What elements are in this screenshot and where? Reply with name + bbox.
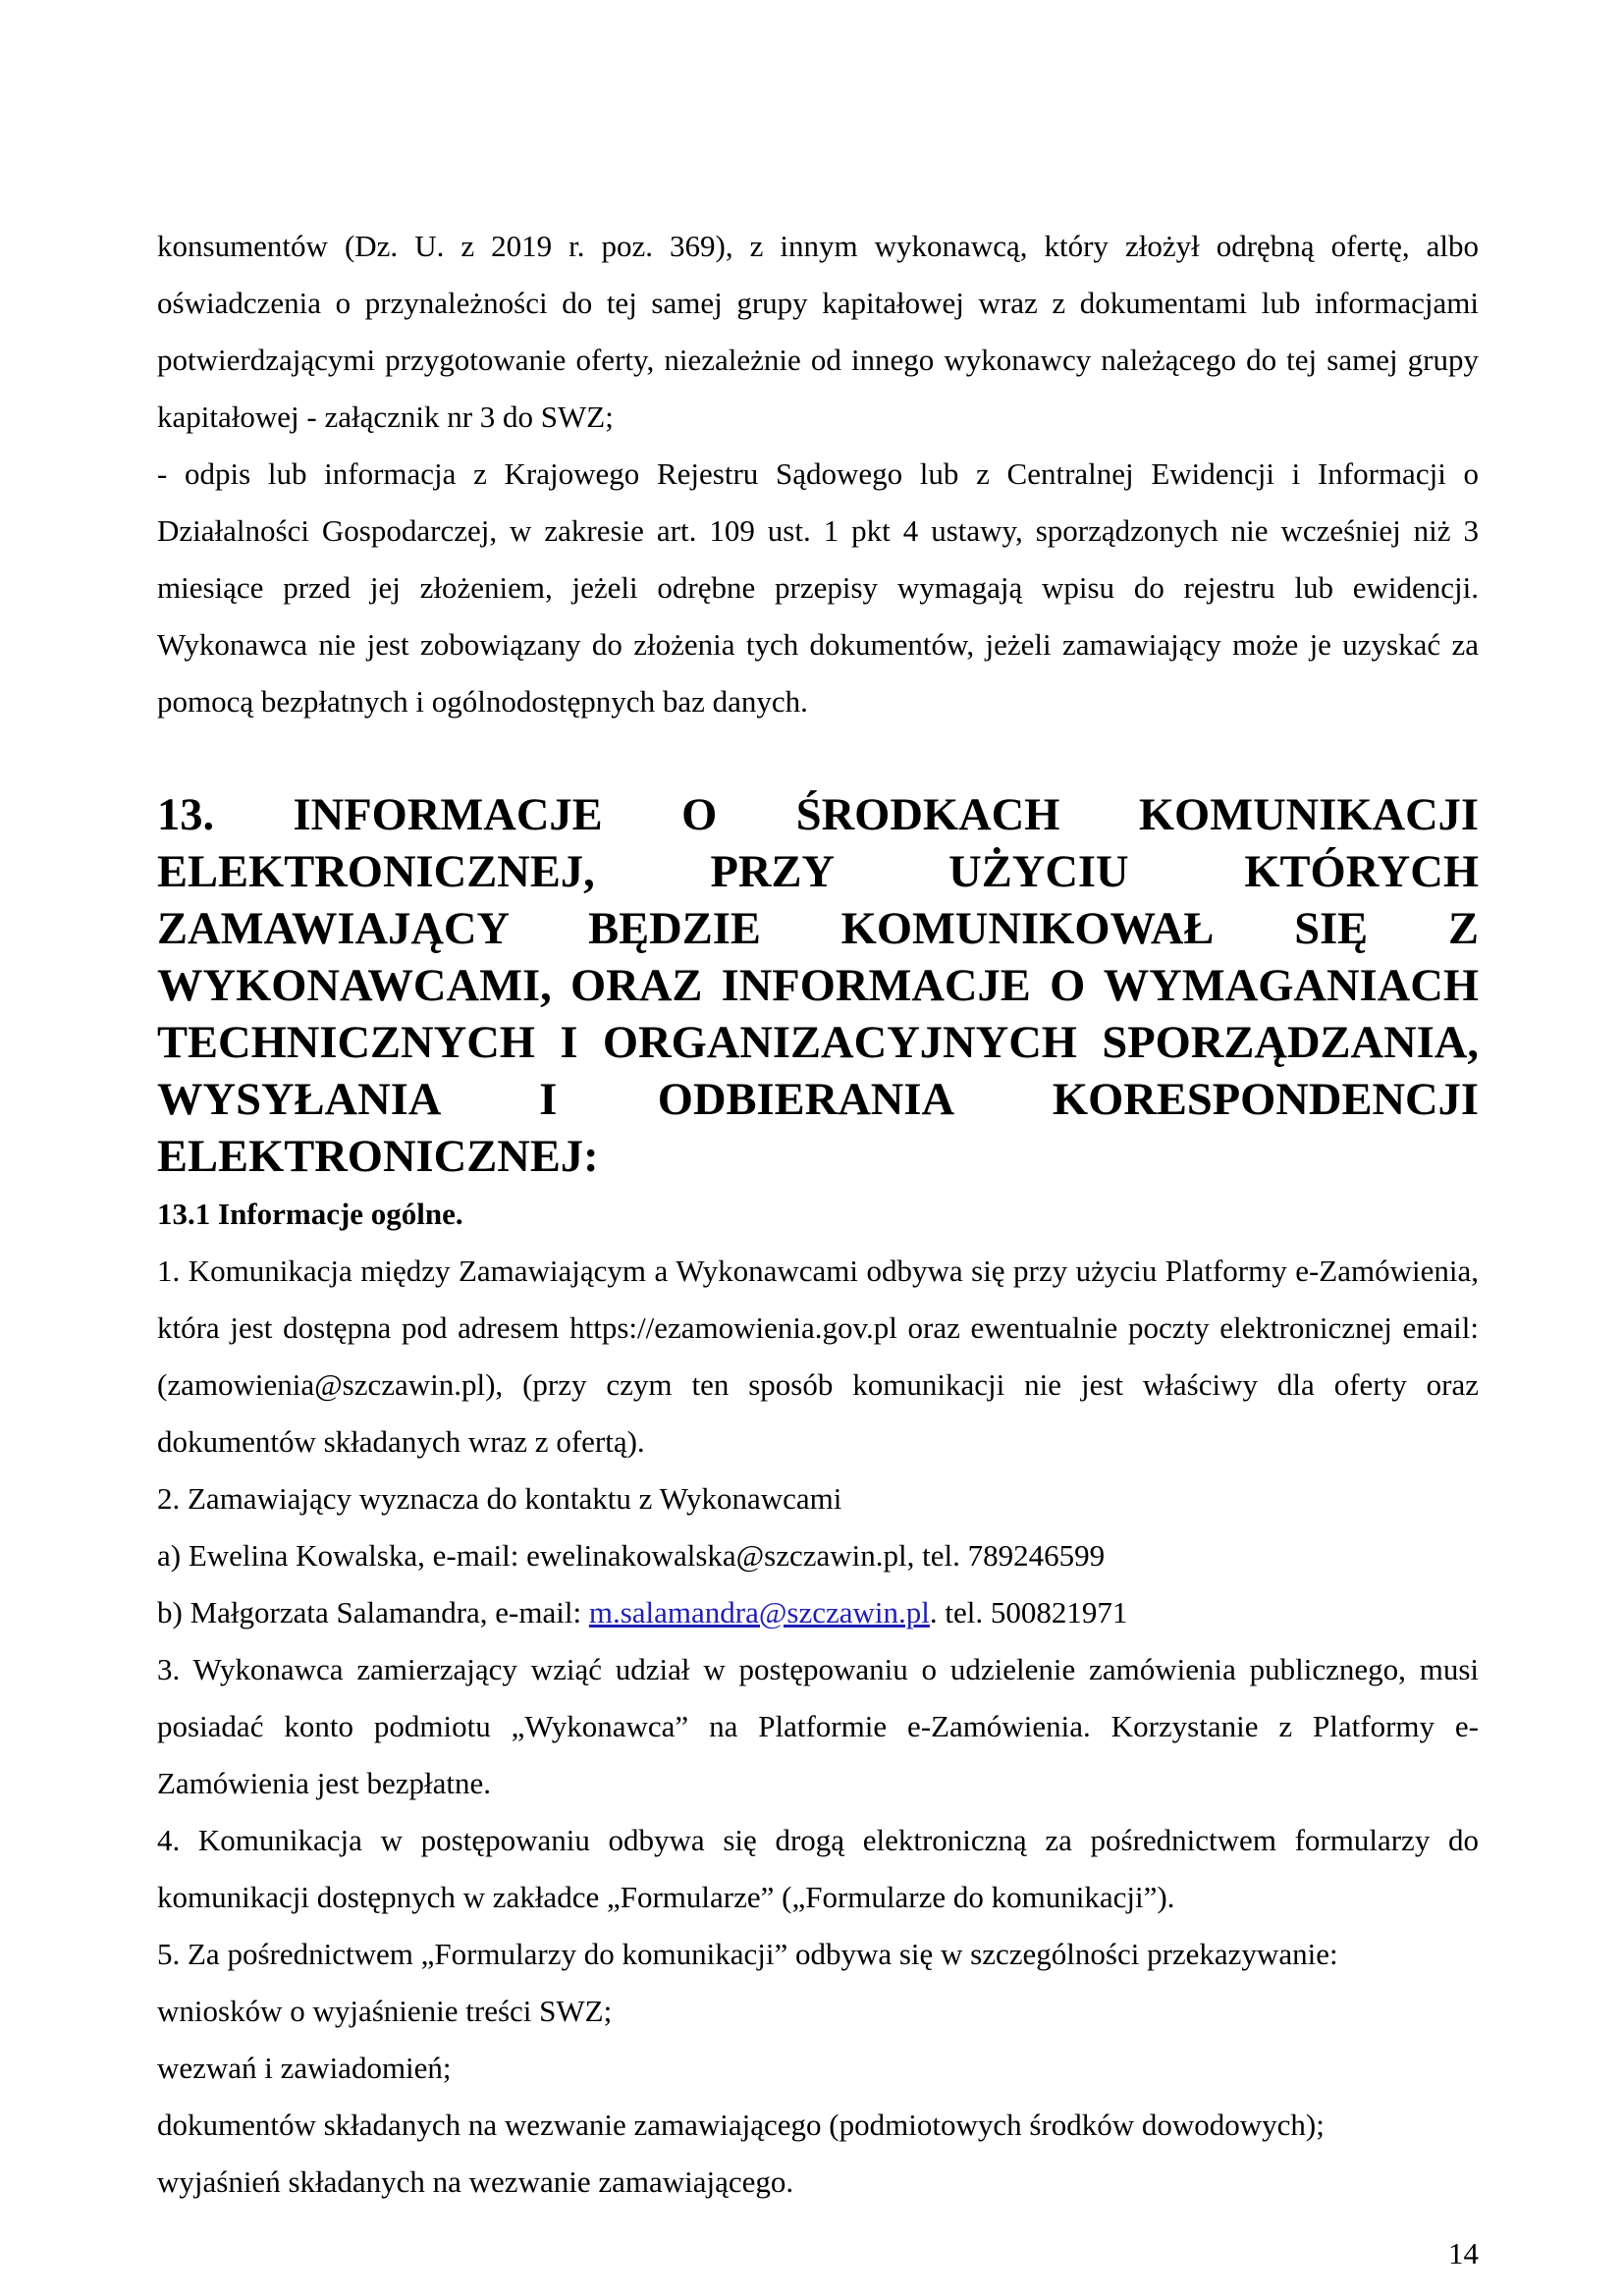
page-number: 14 bbox=[1448, 2236, 1479, 2270]
item-4: 4. Komunikacja w postępowaniu odbywa się drogą elektroniczną za pośrednictwem formularzy do komunikacji dostępnych w zakładce „Formularze” („Formularze do komunikacji”). bbox=[157, 1823, 1479, 1914]
section-13-heading bbox=[157, 787, 1479, 1186]
contact-b-prefix: b) Małgorzata Salamandra, e-mail: bbox=[157, 1595, 589, 1629]
item-5: 5. Za pośrednictwem „Formularzy do komunikacji” odbywa się w szczególności przekazywanie: bbox=[157, 1937, 1338, 1971]
paragraph-odpis: - odpis lub informacja z Krajowego Rejestru Sądowego lub z Centralnej Ewidencji i Informacji o Działalności Gospodarczej, w zakresie art. 109 ust. 1 pkt 4 ustawy, sporządzonych nie wcześniej niż 3 miesiące przed jej złożeniem, jeżeli odrębne przepisy wymagają wpisu do rejestru lub ewidencji. Wykonawca nie jest zobowiązany do złożenia tych dokumentów, jeżeli zamawiający może je uzyskać za pomocą bezpłatnych i ogólnodostępnych baz danych. bbox=[157, 456, 1479, 719]
contact-b-suffix: . tel. 500821971 bbox=[929, 1595, 1128, 1629]
list-item: dokumentów składanych na wezwanie zamawiającego (podmiotowych środków dowodowych); bbox=[157, 2108, 1325, 2142]
list-item: wezwań i zawiadomień; bbox=[157, 2051, 452, 2085]
item-2: 2. Zamawiający wyznacza do kontaktu z Wykonawcami bbox=[157, 1481, 842, 1516]
item-3: 3. Wykonawca zamierzający wziąć udział w postępowaniu o udzielenie zamówienia publicznego, musi posiadać konto podmiotu „Wykonawca” na Platformie e-Zamówienia. Korzystanie z Platformy e-Zamówienia jest bezpłatne. bbox=[157, 1652, 1479, 1800]
list-item: wyjaśnień składanych na wezwanie zamawiającego. bbox=[157, 2164, 794, 2199]
item-1: 1. Komunikacja między Zamawiającym a Wykonawcami odbywa się przy użyciu Platformy e-Zamówienia, która jest dostępna pod adresem https://ezamowienia.gov.pl oraz ewentualnie poczty elektronicznej email: (zamowienia@szczawin.pl), (przy czym ten sposób komunikacji nie jest właściwy dla oferty oraz dokumentów składanych wraz z ofertą). bbox=[157, 1254, 1479, 1459]
subsection-13-1-heading: 13.1 Informacje ogólne. bbox=[157, 1197, 463, 1231]
paragraph-continuation: konsumentów (Dz. U. z 2019 r. poz. 369), z innym wykonawcą, który złożył odrębną ofertę, albo oświadczenia o przynależności do tej samej grupy kapitałowej wraz z dokumentami lub informacjami potwierdzającymi przygotowanie oferty, niezależnie od innego wykonawcy należącego do tej samej grupy kapitałowej - załącznik nr 3 do SWZ; bbox=[157, 229, 1479, 434]
document-page bbox=[157, 218, 1479, 2211]
section-13-heading-text: 13. INFORMACJE O ŚRODKACH KOMUNIKACJI ELEKTRONICZNEJ, PRZY UŻYCIU KTÓRYCH ZAMAWIAJĄCY BĘDZIE KOMUNIKOWAŁ SIĘ Z WYKONAWCAMI, ORAZ INFORMACJE O WYMAGANIACH TECHNICZNYCH I ORGANIZACYJNYCH SPORZĄDZANIA, WYSYŁANIA I ODBIERANIA KORESPONDENCJI bbox=[157, 790, 1479, 1125]
contact-b bbox=[157, 1584, 1479, 1641]
list-item: wniosków o wyjaśnienie treści SWZ; bbox=[157, 1994, 613, 2028]
section-13-heading-last-line: ELEKTRONICZNEJ: bbox=[157, 1132, 599, 1182]
contact-a: a) Ewelina Kowalska, e-mail: ewelinakowalska@szczawin.pl, tel. 789246599 bbox=[157, 1538, 1106, 1573]
contact-b-email-link[interactable]: m.salamandra@szczawin.pl bbox=[588, 1595, 930, 1629]
